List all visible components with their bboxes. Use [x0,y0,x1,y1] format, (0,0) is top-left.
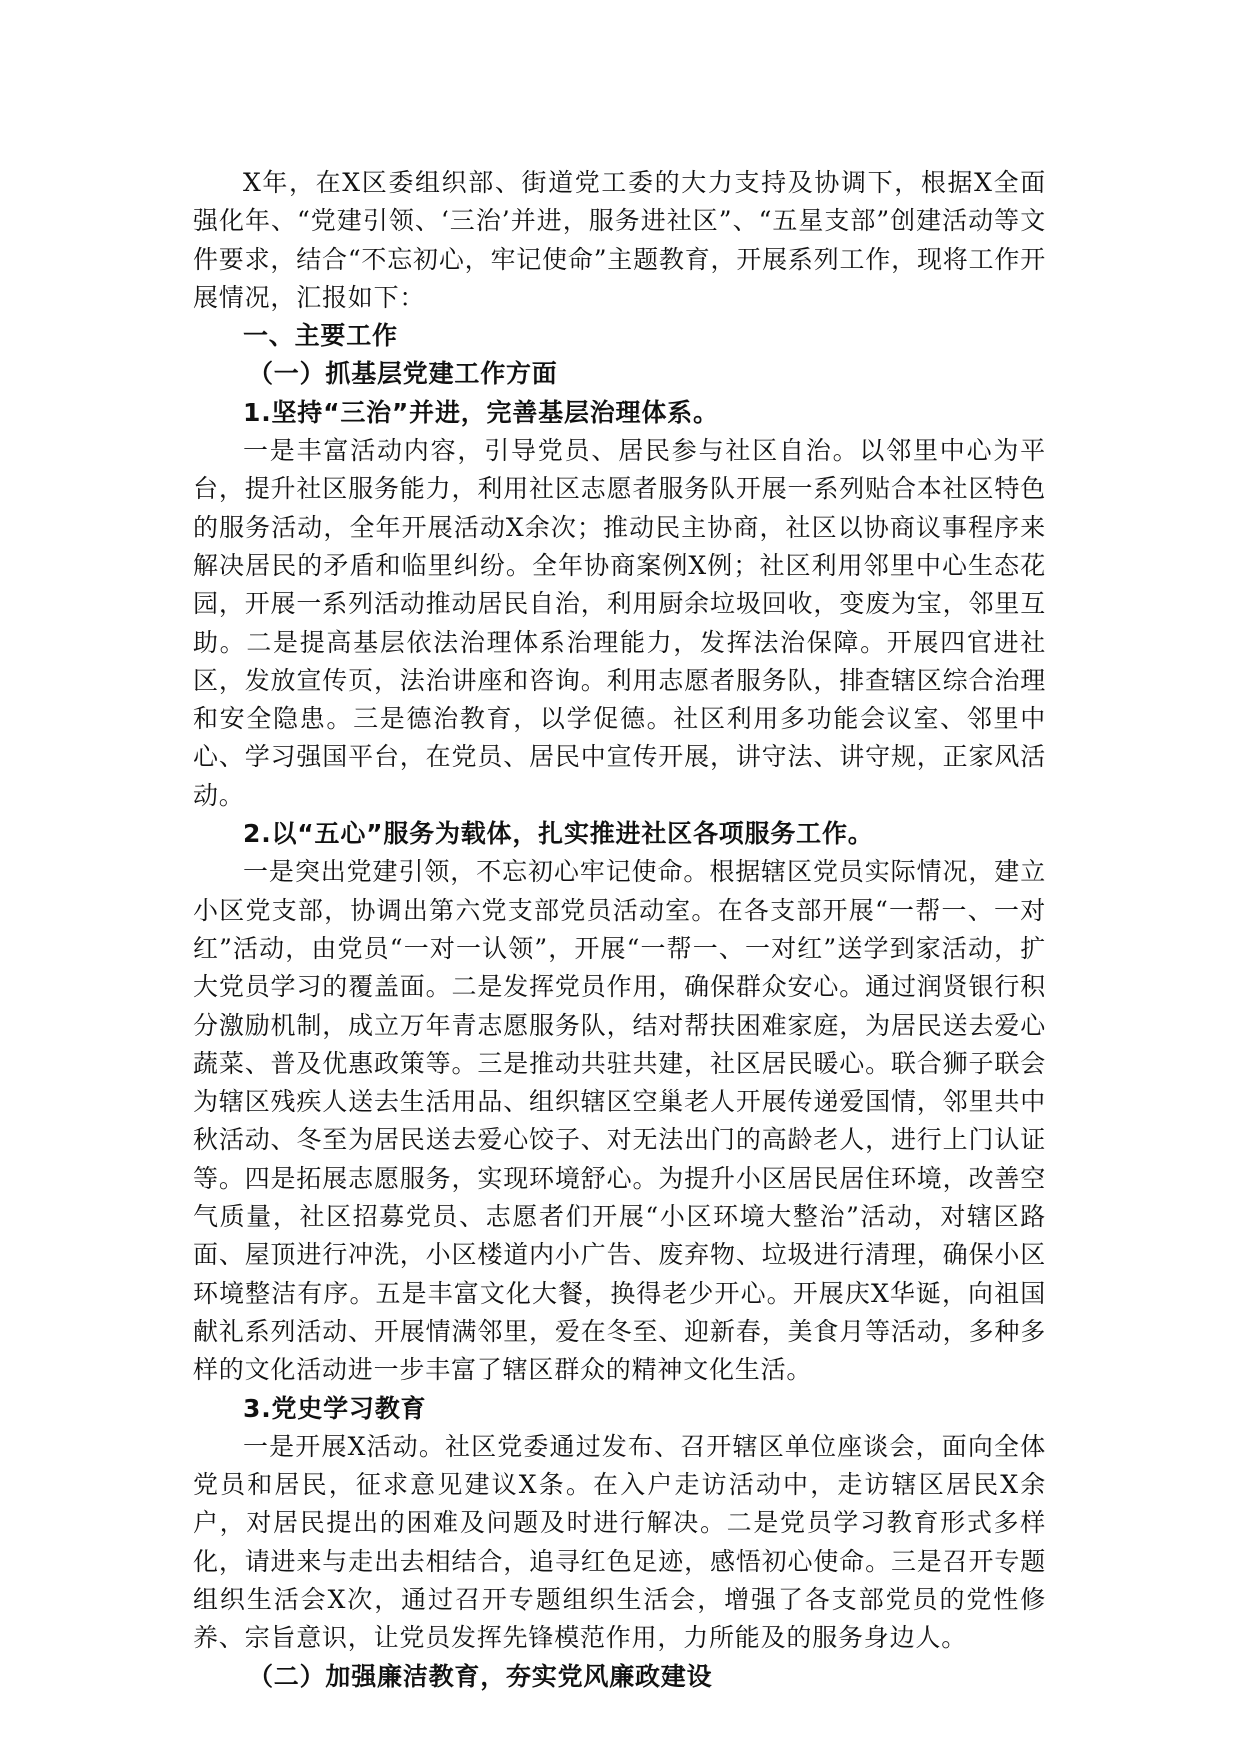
item-paragraph-2: 一是突出党建引领，不忘初心牢记使命。根据辖区党员实际情况，建立小区党支部，协调出第六党支部党员活动室。在各支部开展“一帮一、一对红”活动，由党员“一对一认领”，开展“一帮一、一对红”送学到家活动，扩大党员学习的覆盖面。二是发挥党员作用，确保群众安心。通过润贤银行积分激励机制，成立万年青志愿服务队，结对帮扶困难家庭，为居民送去爱心蔬菜、普及优惠政策等。三是推动共驻共建，社区居民暖心。联合狮子联会为辖区残疾人送去生活用品、组织辖区空巢老人开展传递爱国情，邻里共中秋活动、冬至为居民送去爱心饺子、对无法出门的高龄老人，进行上门认证等。四是拓展志愿服务，实现环境舒心。为提升小区居民居住环境，改善空气质量，社区招募党员、志愿者们开展“小区环境大整治”活动，对辖区路面、屋顶进行冲洗，小区楼道内小广告、废弃物、垃圾进行清理，确保小区环境整洁有序。五是丰富文化大餐，换得老少开心。开展庆X华诞，向祖国献礼系列活动、开展情满邻里，爱在冬至、迎新春，美食月等活动，多种多样的文化活动进一步丰富了辖区群众的精神文化生活。 [193,857,1046,1385]
document-body [193,164,1046,1696]
item-heading-3: 3.党史学习教育 [243,1393,427,1423]
item-heading-2: 2.以“五心”服务为载体，扎实推进社区各项服务工作。 [243,819,874,849]
item-heading-1: 1.坚持“三治”并进，完善基层治理体系。 [243,397,719,427]
subsection-heading-party-building: （一）抓基层党建工作方面 [248,359,558,389]
item-paragraph-1: 一是丰富活动内容，引导党员、居民参与社区自治。以邻里中心为平台，提升社区服务能力，利用社区志愿者服务队开展一系列贴合本社区特色的服务活动，全年开展活动X余次；推动民主协商，社区以协商议事程序来解决居民的矛盾和临里纠纷。全年协商案例X例；社区利用邻里中心生态花园，开展一系列活动推动居民自治，利用厨余垃圾回收，变废为宝，邻里互助。二是提高基层依法治理体系治理能力，发挥法治保障。开展四官进社区，发放宣传页，法治讲座和咨询。利用志愿者服务队，排查辖区综合治理和安全隐患。三是德治教育，以学促德。社区利用多功能会议室、邻里中心、学习强国平台，在党员、居民中宣传开展，讲守法、讲守规，正家风活动。 [193,436,1046,810]
section-heading-main-work: 一、主要工作 [243,321,398,351]
item-paragraph-3: 一是开展X活动。社区党委通过发布、召开辖区单位座谈会，面向全体党员和居民，征求意见建议X条。在入户走访活动中，走访辖区居民X余户，对居民提出的困难及问题及时进行解决。二是党员学习教育形式多样化，请进来与走出去相结合，追寻红色足迹，感悟初心使命。三是召开专题组织生活会X次，通过召开专题组织生活会，增强了各支部党员的党性修养、宗旨意识，让党员发挥先锋模范作用，力所能及的服务身边人。 [193,1431,1046,1653]
subsection-heading-integrity: （二）加强廉洁教育，夯实党风廉政建设 [248,1661,713,1691]
intro-paragraph: X年，在X区委组织部、街道党工委的大力支持及协调下，根据X全面强化年、“党建引领、‘三治’并进，服务进社区”、“五星支部”创建活动等文件要求，结合“不忘初心，牢记使命”主题教育，开展系列工作，现将工作开展情况，汇报如下： [193,168,1046,312]
